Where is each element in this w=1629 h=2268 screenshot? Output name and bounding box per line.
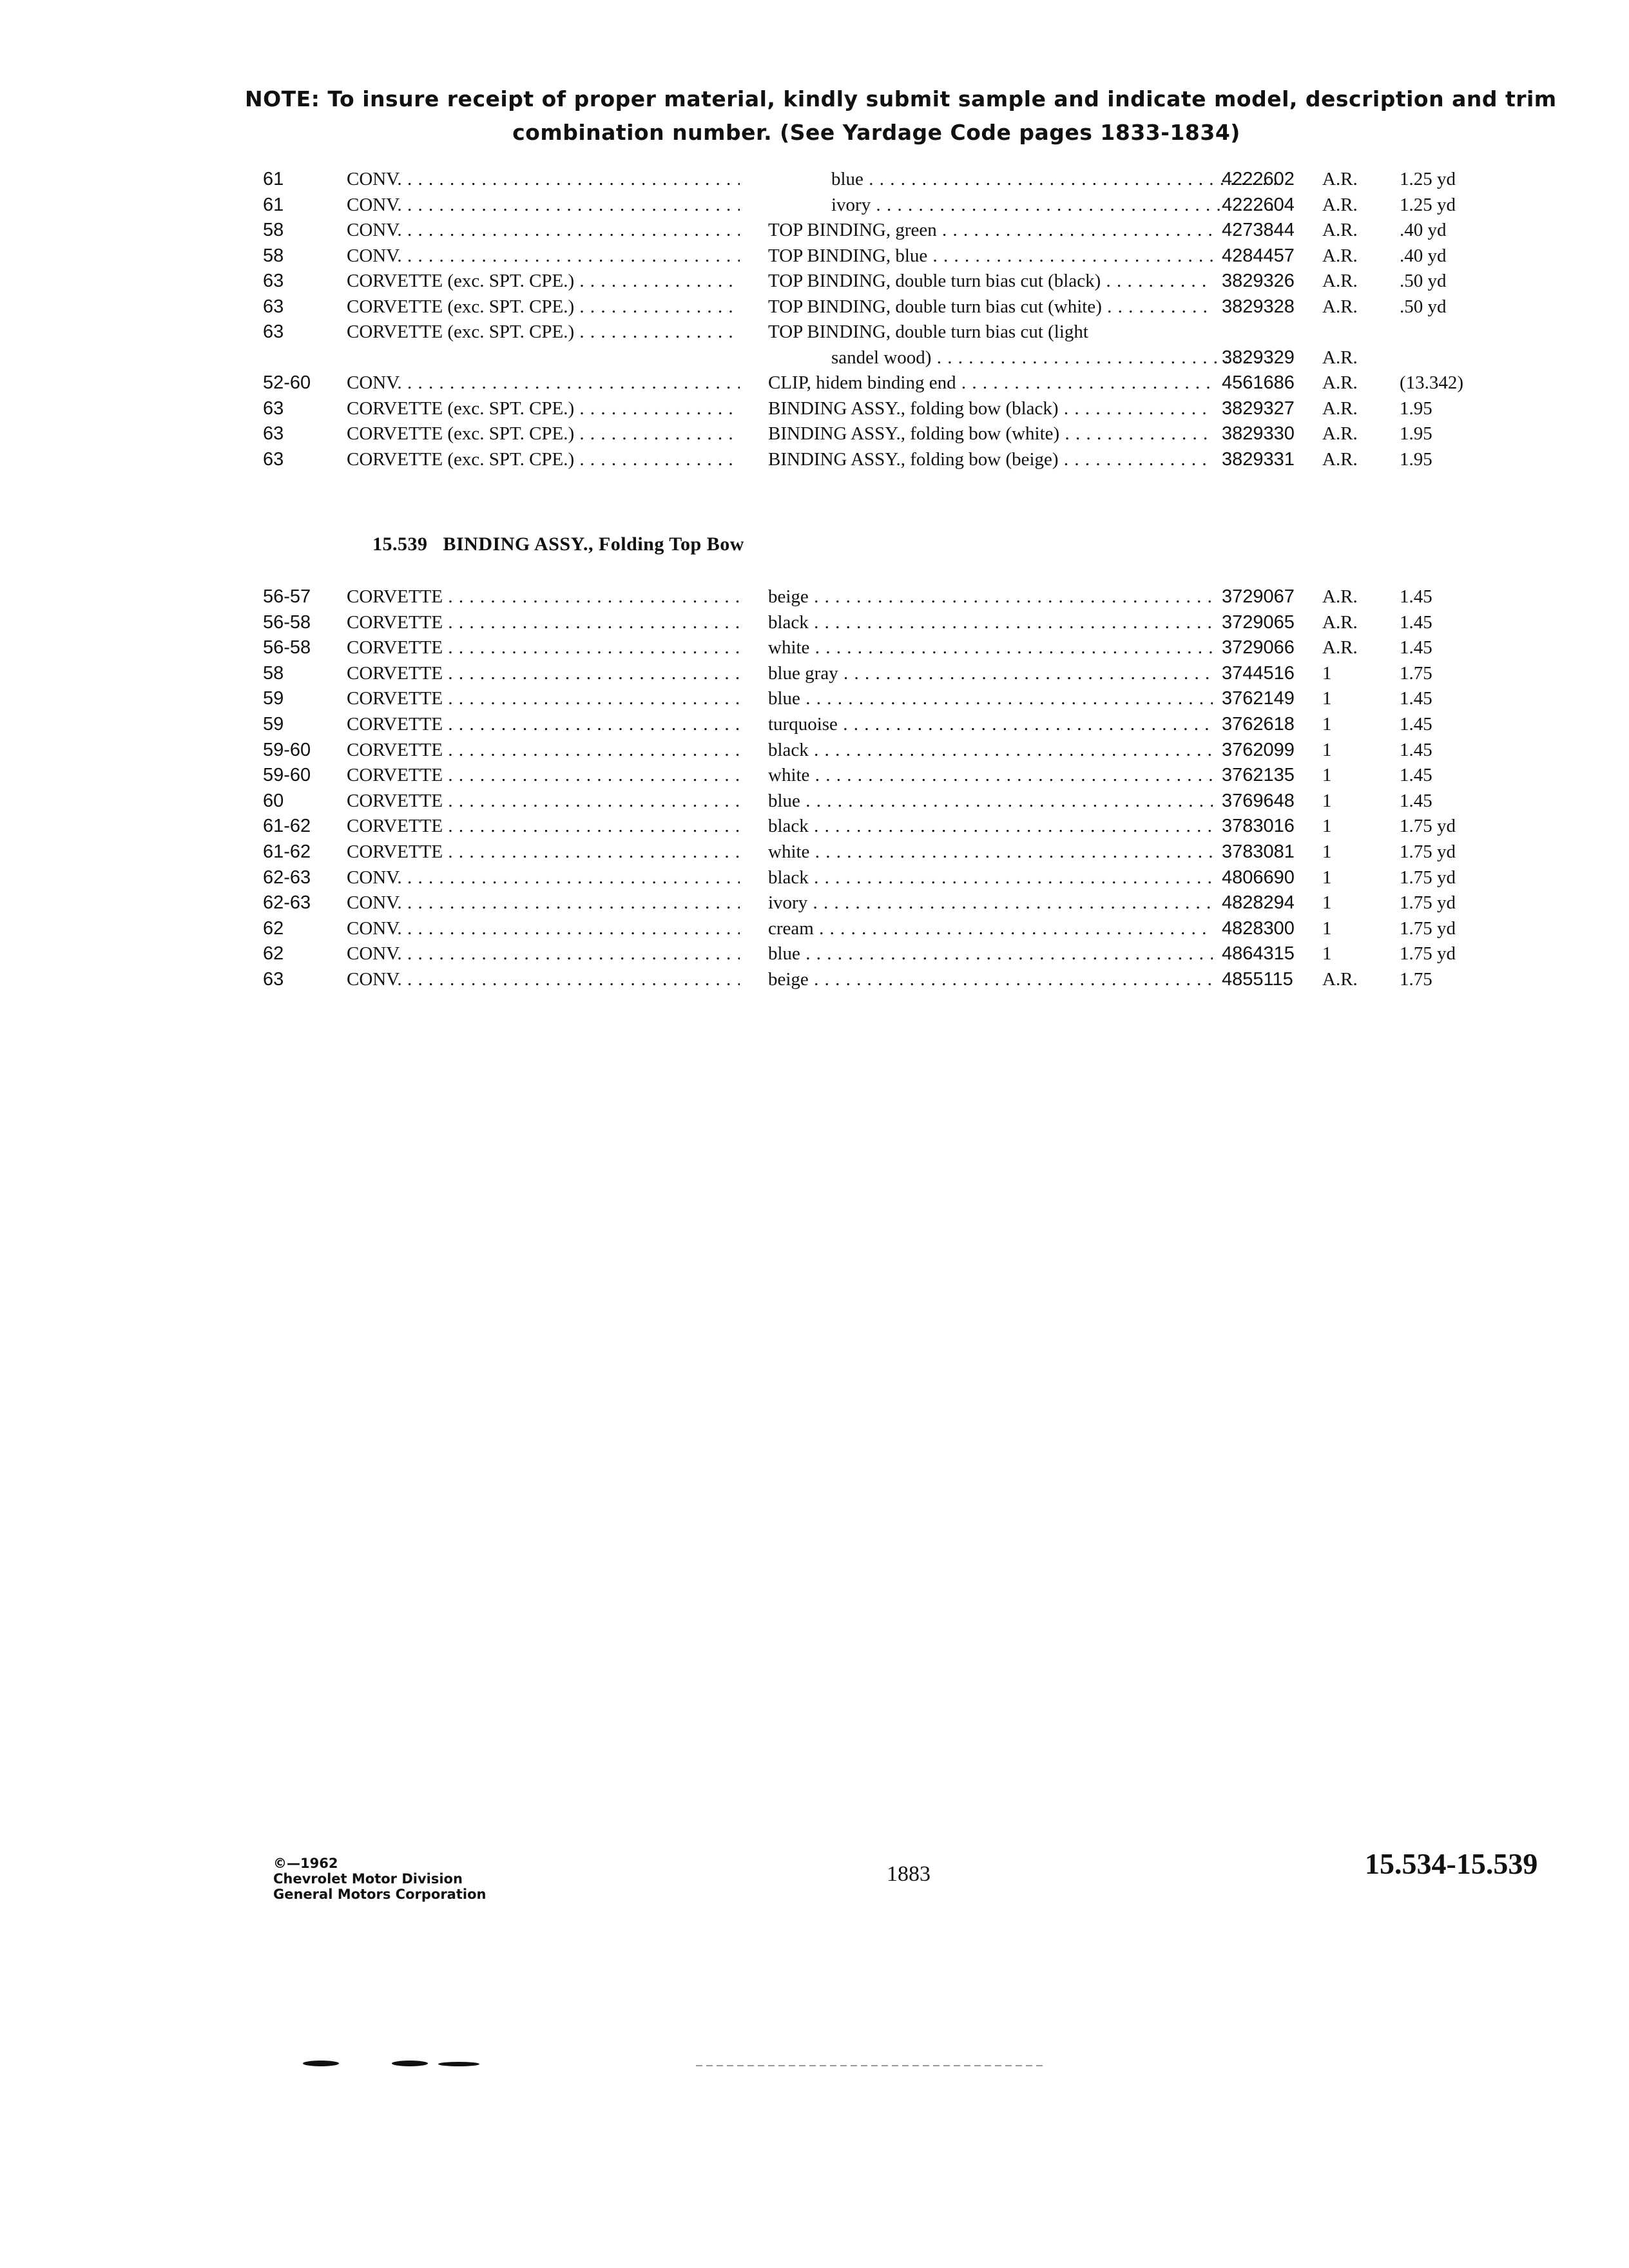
quantity-cell: 1 <box>1322 790 1332 811</box>
part-number-cell: 3762135 <box>1222 765 1295 786</box>
amount-cell: .40 yd <box>1400 220 1447 240</box>
table-row <box>0 169 1629 195</box>
year-cell: 59-60 <box>263 739 311 760</box>
table-row <box>0 612 1629 638</box>
year-cell: 63 <box>263 322 284 342</box>
description-cell: white . . . <box>768 841 1213 863</box>
part-number-cell: 4864315 <box>1222 943 1295 965</box>
part-number-cell: 3769648 <box>1222 790 1295 811</box>
part-number-cell: 3829326 <box>1222 271 1295 291</box>
quantity-cell: A.R. <box>1322 347 1358 368</box>
table-row <box>0 943 1629 969</box>
amount-cell: 1.45 <box>1400 611 1432 633</box>
table-row <box>0 867 1629 893</box>
model-cell: CORVETTE . . . <box>347 765 740 786</box>
quantity-cell: A.R. <box>1322 586 1358 607</box>
year-cell: 58 <box>263 220 284 240</box>
description-cell: turquoise . . . <box>768 714 1213 735</box>
part-number-cell: 3762149 <box>1222 688 1295 709</box>
quantity-cell: A.R. <box>1322 448 1358 470</box>
table-row <box>0 791 1629 816</box>
quantity-cell: 1 <box>1322 943 1332 965</box>
quantity-cell: A.R. <box>1322 637 1358 658</box>
year-cell: 63 <box>263 271 284 291</box>
quantity-cell: A.R. <box>1322 423 1358 444</box>
year-cell: 58 <box>263 662 284 684</box>
table-row <box>0 220 1629 245</box>
amount-cell: 1.75 yd <box>1400 918 1456 939</box>
year-cell: 62-63 <box>263 867 311 888</box>
model-cell: CORVETTE (exc. SPT. CPE.) . . . <box>347 398 740 419</box>
model-cell: CORVETTE . . . <box>347 714 740 735</box>
description-cell: ivory . . . <box>831 195 1276 216</box>
scan-mark <box>392 2061 428 2066</box>
description-cell: BINDING ASSY., folding bow (black) . . . <box>768 398 1213 419</box>
description-cell: black . . . <box>768 740 1213 761</box>
quantity-cell: A.R. <box>1322 220 1358 240</box>
description-cell: sandel wood) . . . <box>831 347 1276 369</box>
amount-cell: .40 yd <box>1400 245 1447 266</box>
table-row <box>0 714 1629 740</box>
table-row <box>0 195 1629 220</box>
part-number-cell: 3729065 <box>1222 611 1295 633</box>
amount-cell: 1.25 yd <box>1400 169 1456 189</box>
model-cell: CONV. . . . <box>347 220 740 241</box>
year-cell: 56-58 <box>263 611 311 633</box>
model-cell: CORVETTE (exc. SPT. CPE.) . . . <box>347 271 740 292</box>
description-cell: beige . . . <box>768 969 1213 990</box>
copyright-division: Chevrolet Motor Division <box>273 1871 463 1887</box>
year-cell: 63 <box>263 423 284 444</box>
part-number-cell: 3829331 <box>1222 448 1295 470</box>
model-cell: CORVETTE . . . <box>347 740 740 761</box>
model-cell: CORVETTE (exc. SPT. CPE.) . . . <box>347 322 740 343</box>
model-cell: CORVETTE . . . <box>347 816 740 837</box>
quantity-cell: 1 <box>1322 739 1332 760</box>
part-number-cell: 3729066 <box>1222 637 1295 658</box>
table-row <box>0 740 1629 765</box>
year-cell: 59 <box>263 714 284 735</box>
description-cell: blue . . . <box>831 169 1276 190</box>
description-cell: black . . . <box>768 816 1213 837</box>
quantity-cell: 1 <box>1322 662 1332 684</box>
table-row <box>0 892 1629 918</box>
scan-mark <box>438 2062 479 2066</box>
table-row <box>0 347 1629 373</box>
description-cell: TOP BINDING, double turn bias cut (light <box>768 322 1088 342</box>
table-row <box>0 423 1629 449</box>
part-number-cell: 3762099 <box>1222 739 1295 760</box>
part-number-cell: 4855115 <box>1222 969 1293 990</box>
amount-cell: (13.342) <box>1400 372 1464 393</box>
section-number: 15.539 <box>372 533 428 555</box>
year-cell: 61-62 <box>263 816 311 837</box>
description-cell: black . . . <box>768 867 1213 889</box>
table-row <box>0 449 1629 475</box>
amount-cell: 1.75 <box>1400 969 1432 990</box>
year-cell: 63 <box>263 448 284 470</box>
model-cell: CONV. . . . <box>347 195 740 216</box>
section-heading <box>372 533 744 555</box>
part-number-cell: 4284457 <box>1222 245 1295 266</box>
table-row <box>0 918 1629 944</box>
amount-cell: 1.95 <box>1400 398 1432 419</box>
scan-line <box>696 2065 1044 2066</box>
table-row <box>0 637 1629 663</box>
description-cell: TOP BINDING, green . . . <box>768 220 1213 241</box>
model-cell: CONV. . . . <box>347 245 740 267</box>
description-cell: cream . . . <box>768 918 1213 939</box>
amount-cell: 1.45 <box>1400 637 1432 658</box>
description-cell: TOP BINDING, double turn bias cut (white) . . . <box>768 296 1213 318</box>
year-cell: 62-63 <box>263 892 311 914</box>
model-cell: CONV. . . . <box>347 943 740 965</box>
model-cell: CORVETTE . . . <box>347 586 740 608</box>
year-cell: 56-58 <box>263 637 311 658</box>
amount-cell: 1.95 <box>1400 448 1432 470</box>
description-cell: beige . . . <box>768 586 1213 608</box>
table-row <box>0 296 1629 322</box>
copyright-block <box>273 1856 486 1902</box>
model-cell: CORVETTE (exc. SPT. CPE.) . . . <box>347 296 740 318</box>
year-cell: 60 <box>263 790 284 811</box>
year-cell: 61 <box>263 169 284 189</box>
amount-cell: 1.75 <box>1400 662 1432 684</box>
description-cell: black . . . <box>768 612 1213 633</box>
model-cell: CORVETTE (exc. SPT. CPE.) . . . <box>347 449 740 470</box>
year-cell: 62 <box>263 943 284 965</box>
amount-cell: 1.75 yd <box>1400 841 1456 862</box>
amount-cell: .50 yd <box>1400 296 1447 317</box>
model-cell: CONV. . . . <box>347 867 740 889</box>
part-number-cell: 4273844 <box>1222 220 1295 240</box>
page-reference: 15.534-15.539 <box>1365 1847 1538 1880</box>
scan-mark <box>303 2061 339 2066</box>
quantity-cell: 1 <box>1322 867 1332 888</box>
description-cell: TOP BINDING, double turn bias cut (black) . . . <box>768 271 1213 292</box>
part-number-cell: 3829329 <box>1222 347 1295 368</box>
amount-cell: .50 yd <box>1400 271 1447 291</box>
quantity-cell: A.R. <box>1322 372 1358 393</box>
model-cell: CORVETTE . . . <box>347 688 740 709</box>
quantity-cell: A.R. <box>1322 271 1358 291</box>
model-cell: CONV. . . . <box>347 892 740 914</box>
quantity-cell: A.R. <box>1322 194 1358 215</box>
part-number-cell: 3762618 <box>1222 714 1295 735</box>
description-cell: ivory . . . <box>768 892 1213 914</box>
description-cell: TOP BINDING, blue . . . <box>768 245 1213 267</box>
part-number-cell: 4561686 <box>1222 372 1295 393</box>
description-cell: blue gray . . . <box>768 663 1213 684</box>
quantity-cell: 1 <box>1322 892 1332 914</box>
table-row <box>0 688 1629 714</box>
amount-cell: 1.75 yd <box>1400 867 1456 888</box>
table-row <box>0 765 1629 791</box>
description-cell: white . . . <box>768 637 1213 658</box>
page-number: 1883 <box>887 1862 930 1886</box>
year-cell: 59-60 <box>263 765 311 786</box>
table-row <box>0 322 1629 347</box>
quantity-cell: A.R. <box>1322 245 1358 266</box>
section-title: BINDING ASSY., Folding Top Bow <box>443 533 744 555</box>
year-cell: 56-57 <box>263 586 311 607</box>
amount-cell: 1.45 <box>1400 765 1432 786</box>
note-line-1: NOTE: To insure receipt of proper material, kindly submit sample and indicate model, description and trim <box>245 86 1557 111</box>
description-cell: BINDING ASSY., folding bow (beige) . . . <box>768 449 1213 470</box>
copyright-year: ©—1962 <box>273 1856 338 1871</box>
part-number-cell: 3829328 <box>1222 296 1295 317</box>
table-row <box>0 245 1629 271</box>
year-cell: 62 <box>263 918 284 939</box>
amount-cell: 1.25 yd <box>1400 194 1456 215</box>
part-number-cell: 4828300 <box>1222 918 1295 939</box>
quantity-cell: 1 <box>1322 765 1332 786</box>
model-cell: CORVETTE . . . <box>347 637 740 658</box>
description-cell: blue . . . <box>768 791 1213 812</box>
table-row <box>0 372 1629 398</box>
year-cell: 63 <box>263 969 284 990</box>
part-number-cell: 3729067 <box>1222 586 1295 607</box>
amount-cell: 1.75 yd <box>1400 892 1456 914</box>
table-row <box>0 663 1629 689</box>
part-number-cell: 3829327 <box>1222 398 1295 419</box>
model-cell: CORVETTE . . . <box>347 663 740 684</box>
amount-cell: 1.45 <box>1400 688 1432 709</box>
description-cell: white . . . <box>768 765 1213 786</box>
quantity-cell: 1 <box>1322 841 1332 862</box>
part-number-cell: 3744516 <box>1222 662 1295 684</box>
description-cell: BINDING ASSY., folding bow (white) . . . <box>768 423 1213 445</box>
quantity-cell: A.R. <box>1322 969 1358 990</box>
note-header <box>245 82 1557 149</box>
quantity-cell: 1 <box>1322 918 1332 939</box>
part-number-cell: 4806690 <box>1222 867 1295 888</box>
quantity-cell: 1 <box>1322 816 1332 837</box>
amount-cell: 1.75 yd <box>1400 943 1456 965</box>
amount-cell: 1.45 <box>1400 739 1432 760</box>
model-cell: CORVETTE . . . <box>347 841 740 863</box>
description-cell: CLIP, hidem binding end . . . <box>768 372 1213 394</box>
table-row <box>0 271 1629 296</box>
amount-cell: 1.75 yd <box>1400 816 1456 837</box>
model-cell: CORVETTE . . . <box>347 791 740 812</box>
part-number-cell: 3829330 <box>1222 423 1295 444</box>
model-cell: CONV. . . . <box>347 372 740 394</box>
year-cell: 52-60 <box>263 372 311 393</box>
amount-cell: 1.95 <box>1400 423 1432 444</box>
year-cell: 63 <box>263 296 284 317</box>
table-row <box>0 841 1629 867</box>
quantity-cell: A.R. <box>1322 398 1358 419</box>
part-number-cell: 4222602 <box>1222 169 1295 189</box>
quantity-cell: 1 <box>1322 688 1332 709</box>
model-cell: CONV. . . . <box>347 918 740 939</box>
part-number-cell: 4828294 <box>1222 892 1295 914</box>
part-number-cell: 3783081 <box>1222 841 1295 862</box>
quantity-cell: 1 <box>1322 714 1332 735</box>
description-cell: blue . . . <box>768 688 1213 709</box>
note-line-2: combination number. (See Yardage Code pages 1833-1834) <box>512 120 1240 145</box>
year-cell: 63 <box>263 398 284 419</box>
model-cell: CONV. . . . <box>347 969 740 990</box>
year-cell: 58 <box>263 245 284 266</box>
quantity-cell: A.R. <box>1322 169 1358 189</box>
table-row <box>0 398 1629 424</box>
year-cell: 59 <box>263 688 284 709</box>
amount-cell: 1.45 <box>1400 790 1432 811</box>
part-number-cell: 4222604 <box>1222 194 1295 215</box>
table-row <box>0 969 1629 995</box>
year-cell: 61-62 <box>263 841 311 862</box>
part-number-cell: 3783016 <box>1222 816 1295 837</box>
year-cell: 61 <box>263 194 284 215</box>
model-cell: CONV. . . . <box>347 169 740 190</box>
copyright-corporation: General Motors Corporation <box>273 1887 487 1902</box>
model-cell: CORVETTE . . . <box>347 612 740 633</box>
amount-cell: 1.45 <box>1400 714 1432 735</box>
model-cell: CORVETTE (exc. SPT. CPE.) . . . <box>347 423 740 445</box>
table-row <box>0 586 1629 612</box>
quantity-cell: A.R. <box>1322 611 1358 633</box>
description-cell: blue . . . <box>768 943 1213 965</box>
amount-cell: 1.45 <box>1400 586 1432 607</box>
quantity-cell: A.R. <box>1322 296 1358 317</box>
table-row <box>0 816 1629 841</box>
